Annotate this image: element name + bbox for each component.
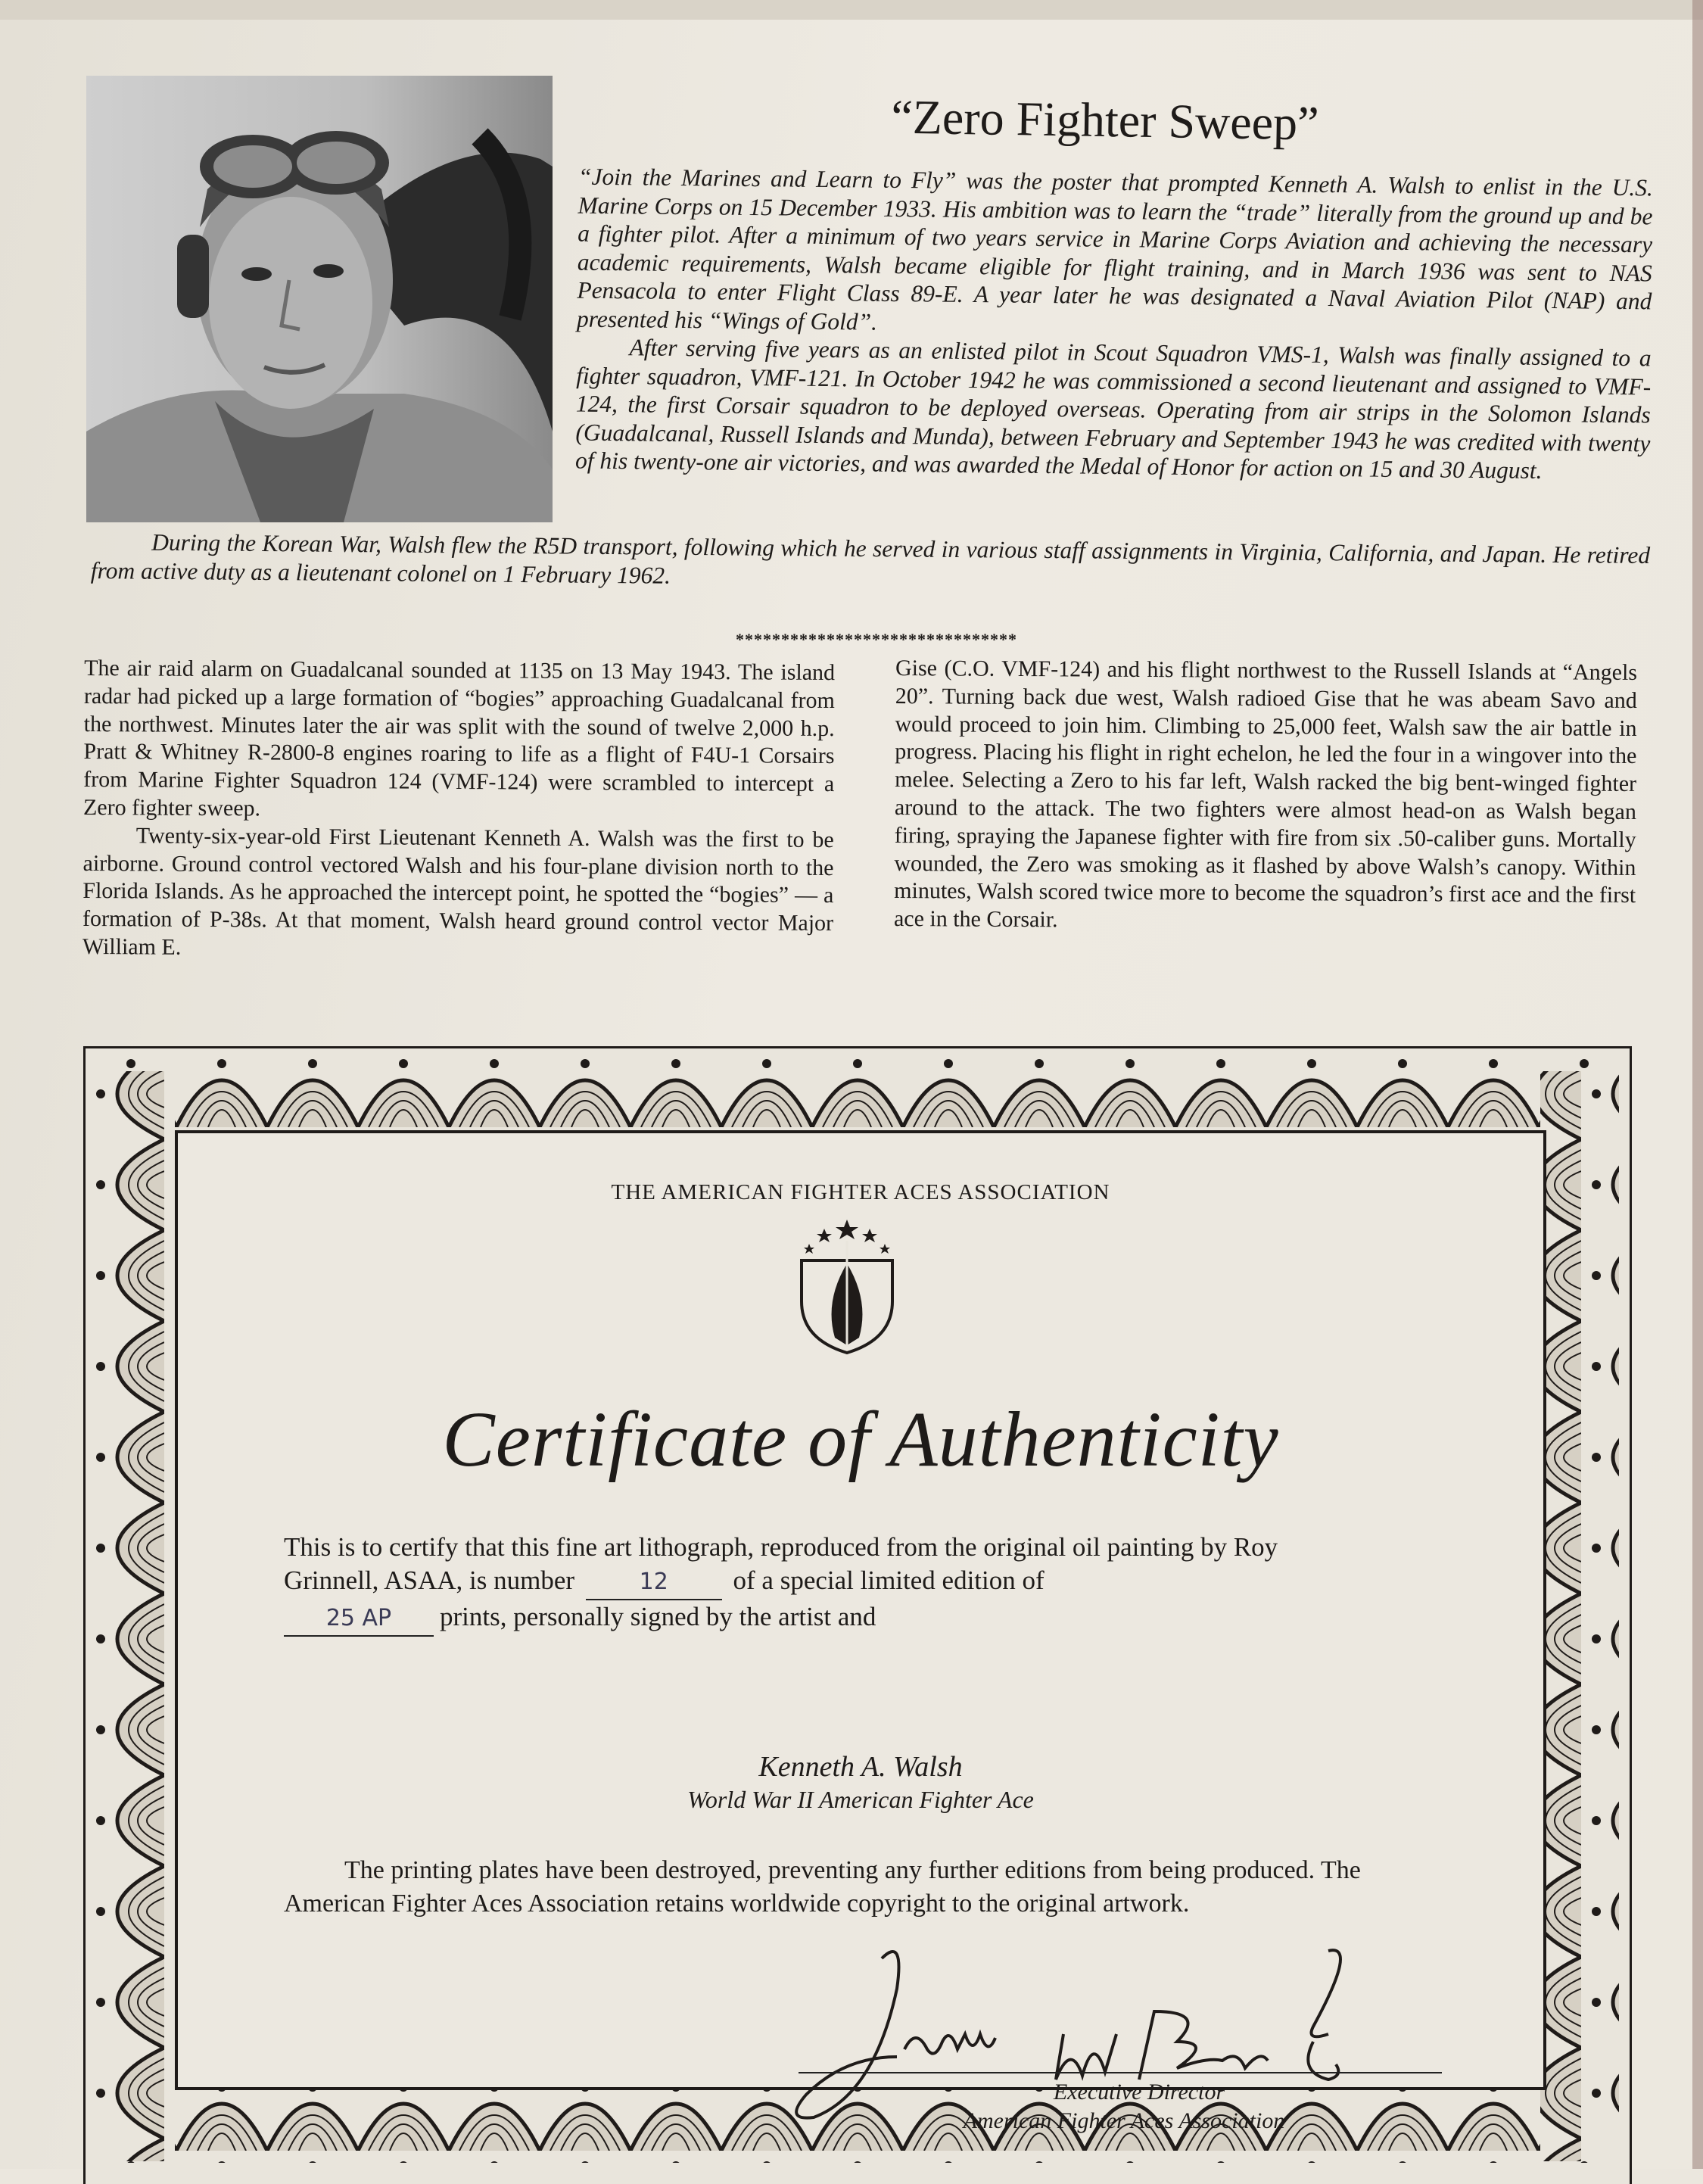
paper-edge-right xyxy=(1692,0,1703,2169)
intro-paragraph-1: “Join the Marines and Learn to Fly” was the poster that prompted Kenneth A. Walsh to enlist in the U.S. Marine Corps on 15 December 1933. His ambition was to learn the “trade” literally from the ground up and be a fighter pilot. After a minimum of two years service in Marine Corps Aviation and achieving the necessary academic requirements, Walsh became eligible for flight training, and in March 1936 was sent to NAS Pensacola to enter Flight Class 89-E. A year later he was designated a Naval Aviation Pilot (NAP) and presented his “Wings of Gold”. xyxy=(576,163,1654,335)
body-column-left xyxy=(83,655,835,966)
signature-line xyxy=(799,2072,1442,2073)
signer-name: Kenneth A. Walsh xyxy=(758,1751,963,1783)
intro-text xyxy=(575,163,1653,486)
certification-text-part-2: of a special limited edition of xyxy=(733,1566,1045,1595)
paper-edge-top xyxy=(0,0,1703,20)
edition-size-field: 25 AP xyxy=(284,1602,434,1637)
certification-statement xyxy=(284,1531,1374,1637)
certificate-panel xyxy=(175,1130,1546,2133)
body-paragraph-1: The air raid alarm on Guadalcanal sounded at 1135 on 13 May 1943. The island radar had picked up a large formation of “bogies” approaching Guadalcanal from the northwest. Minutes later the air was split with the sound of twelve 2,000 h.p. Pratt & Whitney R-2800-8 engines roaring to life as a flight of F4U-1 Corsairs from Marine Fighter Squadron 124 (VMF-124) were scrambled to intercept a Zero fighter sweep. xyxy=(83,655,836,821)
certificate-title: Certificate of Authenticity xyxy=(442,1396,1279,1483)
executive-organization: American Fighter Aces Association xyxy=(963,2108,1285,2133)
certification-text-part-3: prints, personally signed by the artist and xyxy=(440,1602,876,1631)
body-paragraph-3: Gise (C.O. VMF-124) and his flight northwest to the Russell Islands at “Angels 20”. Turning back due west, Walsh radioed Gise that he was abeam Savo and would proceed to join him. Climbing to 25,000 feet, Walsh saw the air battle in progress. Placing his flight in right echelon, he led the four in a wingover into the melee. Selecting a Zero to his far left, Walsh racked the big bent-winged fighter around to the attack. The two fighters were almost head-on as Walsh began firing, spraying the Japanese fighter with fire from six .50-caliber guns. Mortally wounded, the Zero was smoking as it flashed by above Walsh’s canopy. Within minutes, Walsh scored twice more to become the squadron’s first ace and the first ace in the Corsair. xyxy=(893,656,1638,933)
pilot-portrait-photo xyxy=(86,76,553,522)
separator-stars: ******************************* xyxy=(736,630,1017,649)
shield-emblem-icon xyxy=(794,1218,900,1354)
executive-title: Executive Director xyxy=(1053,2080,1225,2105)
body-paragraph-2: Twenty-six-year-old First Lieutenant Kenneth A. Walsh was the first to be airborne. Ground control vectored Walsh and his four-plane division north to the Florida Islands. As he approached the intercept point, he spotted the “bogies” — a formation of P-38s. At that moment, Walsh heard ground control vector Major William E. xyxy=(82,823,834,960)
signer-title: World War II American Fighter Ace xyxy=(687,1786,1034,1813)
intro-paragraph-2: After serving five years as an enlisted pilot in Scout Squadron VMS-1, Walsh was finally assigned to a fighter squadron, VMF-121. In October 1942 he was commissioned a second lieutenant and assigned to VMF-124, the first Corsair squadron to be deployed overseas. Operating from air strips in the Solomon Islands (Guadalcanal, Russell Islands and Munda), between February and September 1943 he was credited with twenty of his twenty-one air victories, and was awarded the Medal of Honor for action on 15 and 30 August. xyxy=(574,334,1652,484)
certificate xyxy=(83,1046,1632,2184)
article-title: “Zero Fighter Sweep” xyxy=(890,89,1320,151)
body-column-right xyxy=(894,655,1637,938)
certification-text-part-1: This is to certify that this fine art lithograph, reproduced from the original oil painting by Roy Grinnell, ASAA, is number xyxy=(284,1532,1278,1595)
intro-paragraph-3: During the Korean War, Walsh flew the R5D transport, following which he served in various staff assignments in Virginia, California, and Japan. He retired from active duty as a lieutenant colonel on 1 February 1962. xyxy=(90,528,1651,589)
plates-statement: The printing plates have been destroyed, preventing any further editions from being produced. The American Fighter Aces Association retains worldwide copyright to the original artwork. xyxy=(284,1856,1361,1918)
print-number-field: 12 xyxy=(586,1566,722,1600)
association-name: THE AMERICAN FIGHTER ACES ASSOCIATION xyxy=(611,1180,1110,1204)
